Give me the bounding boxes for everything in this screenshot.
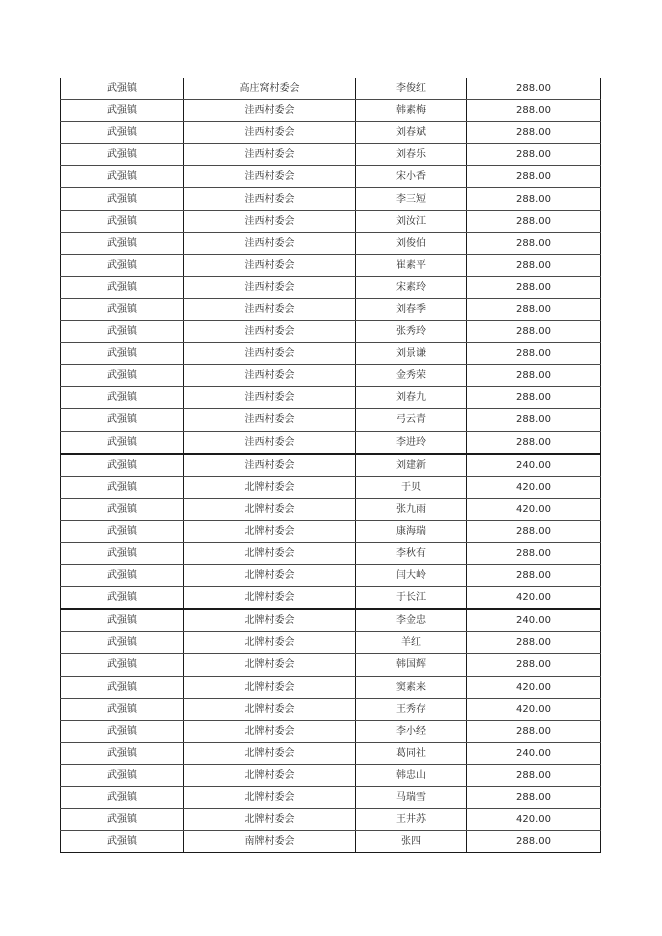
cell-amount: 288.00 [467,565,601,587]
cell-town: 武强镇 [61,365,184,387]
cell-amount: 240.00 [467,742,601,764]
cell-name: 康海瑞 [356,520,467,542]
cell-amount: 420.00 [467,698,601,720]
table-row [61,387,601,409]
cell-village: 北牌村委会 [184,632,356,654]
cell-amount: 288.00 [467,122,601,144]
table-row [61,365,601,387]
cell-town: 武强镇 [61,609,184,632]
cell-name: 李俊红 [356,78,467,100]
table-row [61,565,601,587]
cell-town: 武强镇 [61,232,184,254]
table-row [61,720,601,742]
cell-amount: 288.00 [467,720,601,742]
cell-village: 洼西村委会 [184,387,356,409]
cell-village: 北牌村委会 [184,809,356,831]
cell-village: 北牌村委会 [184,498,356,520]
table-row [61,742,601,764]
cell-name: 王井苏 [356,809,467,831]
cell-town: 武强镇 [61,387,184,409]
table-row [61,632,601,654]
cell-name: 宋素玲 [356,276,467,298]
cell-name: 于长江 [356,587,467,610]
table-row [61,188,601,210]
cell-village: 洼西村委会 [184,321,356,343]
cell-village: 北牌村委会 [184,542,356,564]
cell-name: 刘春乐 [356,144,467,166]
cell-amount: 288.00 [467,520,601,542]
cell-village: 北牌村委会 [184,587,356,610]
cell-name: 韩国辉 [356,654,467,676]
cell-town: 武强镇 [61,654,184,676]
cell-amount: 288.00 [467,210,601,232]
table-row [61,498,601,520]
cell-name: 于贝 [356,476,467,498]
table-row [61,831,601,853]
cell-village: 洼西村委会 [184,409,356,431]
cell-amount: 288.00 [467,542,601,564]
table-row [61,144,601,166]
cell-amount: 420.00 [467,809,601,831]
cell-town: 武强镇 [61,298,184,320]
cell-village: 洼西村委会 [184,365,356,387]
cell-amount: 288.00 [467,298,601,320]
table-row [61,343,601,365]
cell-name: 张四 [356,831,467,853]
subsidy-table [60,78,601,853]
cell-town: 武强镇 [61,742,184,764]
cell-village: 北牌村委会 [184,720,356,742]
cell-name: 李进玲 [356,431,467,454]
table-row [61,232,601,254]
cell-village: 洼西村委会 [184,254,356,276]
cell-amount: 288.00 [467,387,601,409]
cell-name: 刘春季 [356,298,467,320]
cell-village: 北牌村委会 [184,476,356,498]
cell-town: 武强镇 [61,409,184,431]
cell-amount: 288.00 [467,431,601,454]
table-row [61,520,601,542]
cell-amount: 288.00 [467,632,601,654]
cell-name: 张秀玲 [356,321,467,343]
cell-name: 刘俊伯 [356,232,467,254]
cell-town: 武强镇 [61,565,184,587]
cell-village: 北牌村委会 [184,654,356,676]
table-row [61,100,601,122]
cell-town: 武强镇 [61,787,184,809]
table-row [61,476,601,498]
cell-village: 北牌村委会 [184,565,356,587]
cell-village: 北牌村委会 [184,676,356,698]
cell-name: 刘春九 [356,387,467,409]
cell-town: 武强镇 [61,431,184,454]
table-row [61,542,601,564]
table-row [61,298,601,320]
cell-town: 武强镇 [61,720,184,742]
cell-amount: 288.00 [467,254,601,276]
cell-town: 武强镇 [61,122,184,144]
table-row [61,654,601,676]
cell-town: 武强镇 [61,166,184,188]
cell-name: 闫大岭 [356,565,467,587]
cell-village: 北牌村委会 [184,764,356,786]
cell-name: 张九雨 [356,498,467,520]
cell-village: 北牌村委会 [184,787,356,809]
cell-name: 李秋有 [356,542,467,564]
cell-village: 北牌村委会 [184,609,356,632]
table-row [61,698,601,720]
cell-village: 洼西村委会 [184,298,356,320]
cell-amount: 420.00 [467,676,601,698]
cell-amount: 240.00 [467,454,601,477]
cell-village: 洼西村委会 [184,431,356,454]
cell-town: 武强镇 [61,831,184,853]
cell-amount: 288.00 [467,365,601,387]
cell-town: 武强镇 [61,498,184,520]
table-row [61,166,601,188]
table-row [61,764,601,786]
table-row [61,787,601,809]
cell-town: 武强镇 [61,520,184,542]
table-row [61,809,601,831]
cell-amount: 288.00 [467,787,601,809]
cell-village: 洼西村委会 [184,343,356,365]
cell-village: 洼西村委会 [184,188,356,210]
table-body [61,78,601,853]
cell-town: 武强镇 [61,100,184,122]
cell-amount: 420.00 [467,498,601,520]
cell-town: 武强镇 [61,587,184,610]
table-row [61,122,601,144]
table-row [61,676,601,698]
cell-town: 武强镇 [61,210,184,232]
cell-village: 北牌村委会 [184,742,356,764]
table-row [61,454,601,477]
cell-name: 李金忠 [356,609,467,632]
cell-name: 马瑞雪 [356,787,467,809]
cell-name: 崔素平 [356,254,467,276]
cell-village: 洼西村委会 [184,232,356,254]
cell-name: 刘景谦 [356,343,467,365]
cell-town: 武强镇 [61,276,184,298]
cell-town: 武强镇 [61,809,184,831]
cell-name: 葛同社 [356,742,467,764]
table-row [61,210,601,232]
cell-town: 武强镇 [61,476,184,498]
cell-name: 弓云青 [356,409,467,431]
cell-town: 武强镇 [61,321,184,343]
cell-name: 刘建新 [356,454,467,477]
cell-amount: 288.00 [467,100,601,122]
cell-amount: 288.00 [467,321,601,343]
cell-amount: 288.00 [467,188,601,210]
cell-amount: 288.00 [467,144,601,166]
table-row [61,587,601,610]
cell-amount: 288.00 [467,764,601,786]
cell-name: 刘春斌 [356,122,467,144]
cell-amount: 288.00 [467,276,601,298]
cell-village: 洼西村委会 [184,100,356,122]
cell-amount: 288.00 [467,78,601,100]
table-row [61,254,601,276]
cell-town: 武强镇 [61,78,184,100]
cell-village: 洼西村委会 [184,210,356,232]
cell-amount: 420.00 [467,476,601,498]
cell-amount: 288.00 [467,232,601,254]
cell-village: 北牌村委会 [184,698,356,720]
cell-village: 洼西村委会 [184,166,356,188]
cell-name: 王秀存 [356,698,467,720]
cell-town: 武强镇 [61,676,184,698]
cell-amount: 288.00 [467,343,601,365]
cell-village: 洼西村委会 [184,144,356,166]
cell-town: 武强镇 [61,144,184,166]
cell-name: 羊红 [356,632,467,654]
cell-village: 南牌村委会 [184,831,356,853]
cell-amount: 420.00 [467,587,601,610]
cell-village: 洼西村委会 [184,276,356,298]
cell-amount: 240.00 [467,609,601,632]
table-row [61,78,601,100]
cell-town: 武强镇 [61,254,184,276]
cell-name: 李小经 [356,720,467,742]
cell-village: 高庄窝村委会 [184,78,356,100]
cell-amount: 288.00 [467,654,601,676]
cell-name: 宋小香 [356,166,467,188]
cell-amount: 288.00 [467,409,601,431]
cell-village: 洼西村委会 [184,122,356,144]
cell-village: 北牌村委会 [184,520,356,542]
cell-name: 窦素来 [356,676,467,698]
cell-name: 韩素梅 [356,100,467,122]
cell-town: 武强镇 [61,343,184,365]
cell-name: 韩忠山 [356,764,467,786]
table-row [61,431,601,454]
cell-town: 武强镇 [61,542,184,564]
cell-town: 武强镇 [61,698,184,720]
cell-name: 刘汝江 [356,210,467,232]
cell-amount: 288.00 [467,166,601,188]
cell-town: 武强镇 [61,764,184,786]
table-row [61,276,601,298]
cell-town: 武强镇 [61,188,184,210]
cell-amount: 288.00 [467,831,601,853]
cell-village: 洼西村委会 [184,454,356,477]
cell-name: 李三短 [356,188,467,210]
cell-name: 金秀荣 [356,365,467,387]
table-row [61,609,601,632]
table-row [61,409,601,431]
cell-town: 武强镇 [61,454,184,477]
cell-town: 武强镇 [61,632,184,654]
table-row [61,321,601,343]
